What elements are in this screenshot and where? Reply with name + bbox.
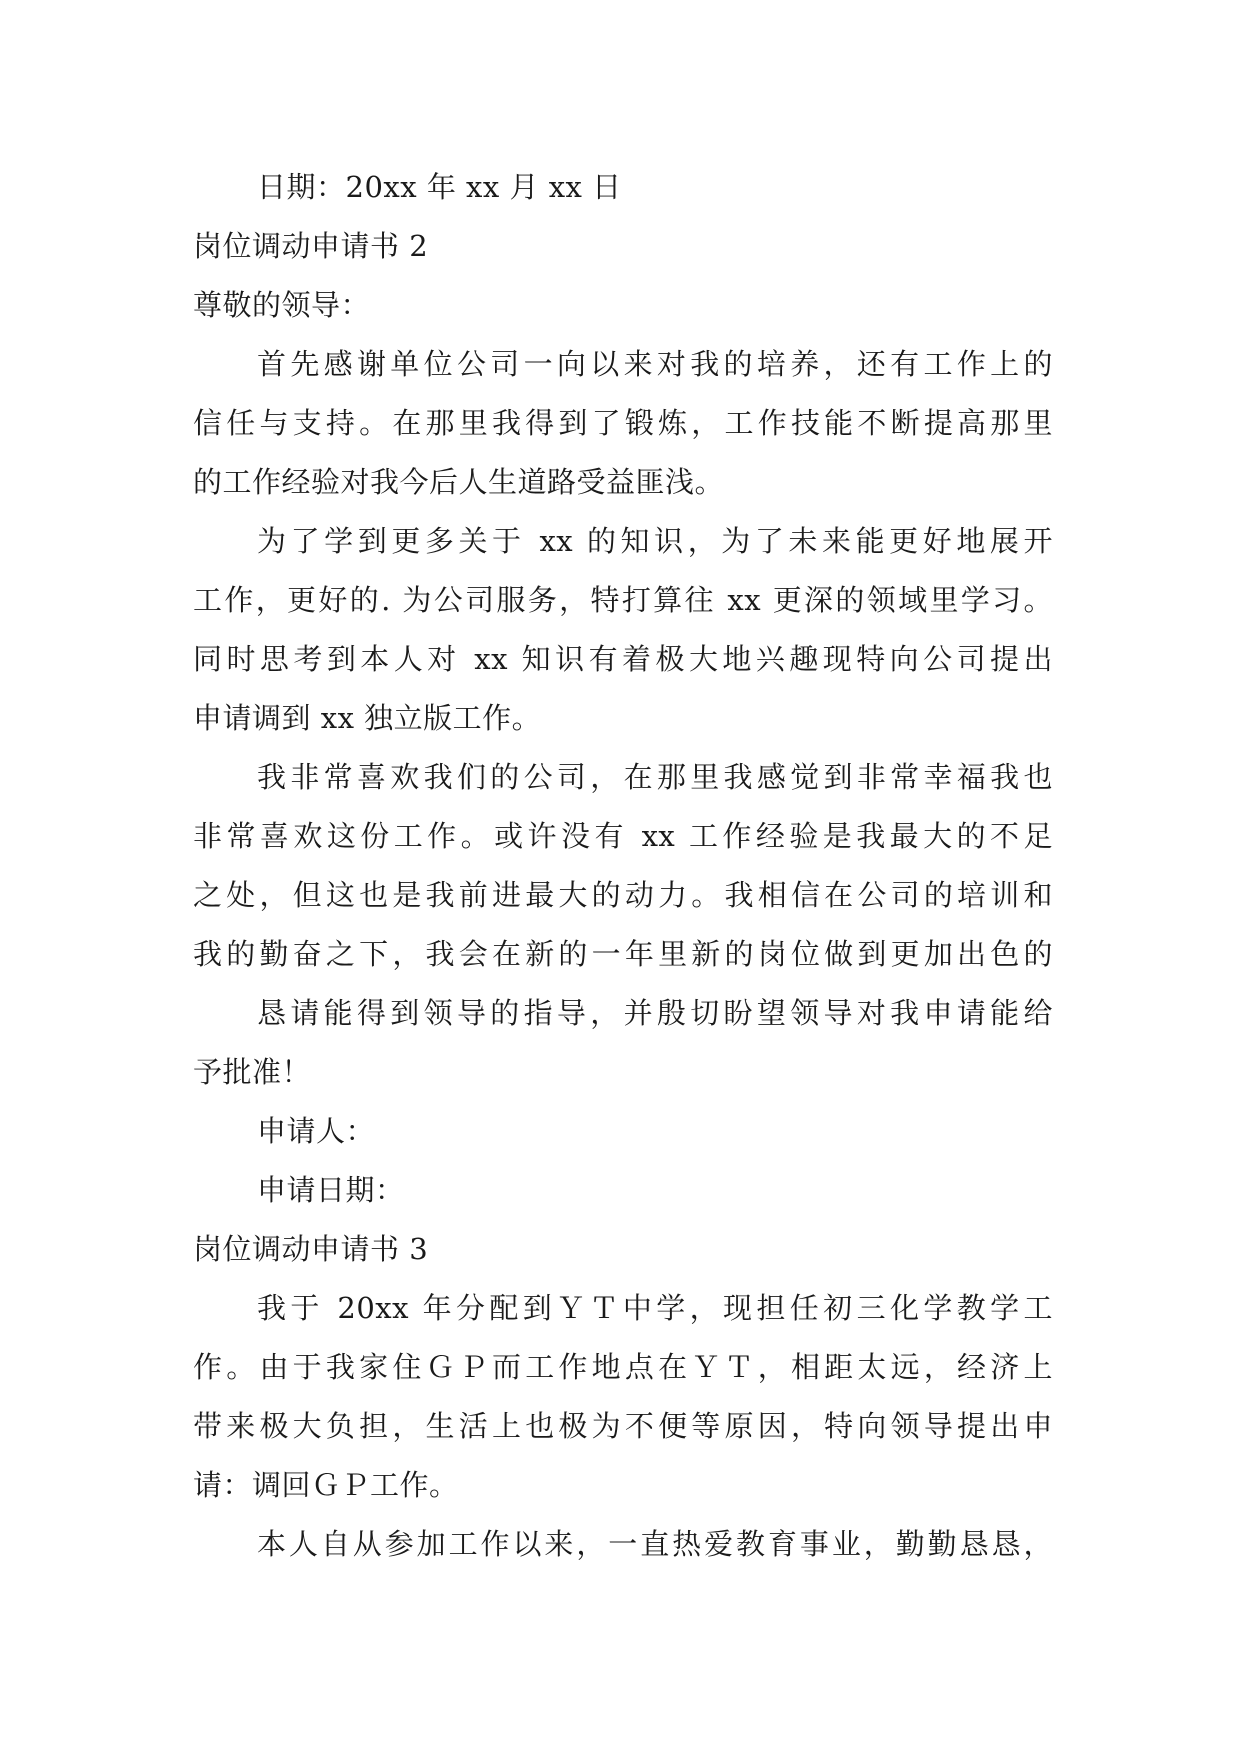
section-title: 岗位调动申请书 2 <box>193 229 429 263</box>
section-title: 岗位调动申请书 3 <box>193 1232 429 1266</box>
paragraph-line: 作。由于我家住ＧＰ而工作地点在ＹＴ，相距太远，经济上 <box>193 1350 1053 1384</box>
date-line: 日期：20xx 年 xx 月 xx 日 <box>257 170 622 204</box>
paragraph-line: 我于 20xx 年分配到ＹＴ中学，现担任初三化学教学工 <box>257 1291 1053 1325</box>
paragraph-line: 请：调回ＧＰ工作。 <box>193 1468 459 1502</box>
application-date-line: 申请日期： <box>257 1173 405 1207</box>
document-page <box>193 158 1053 1574</box>
paragraph-line: 工作，更好的. 为公司服务，特打算往 xx 更深的领域里学习。 <box>193 583 1053 617</box>
salutation: 尊敬的领导： <box>193 288 371 322</box>
paragraph-line: 申请调到 xx 独立版工作。 <box>193 701 542 735</box>
paragraph-line: 予批准！ <box>193 1055 312 1089</box>
paragraph-line: 我非常喜欢我们的公司，在那里我感觉到非常幸福我也 <box>257 760 1053 794</box>
paragraph-line: 本人自从参加工作以来，一直热爱教育事业，勤勤恳恳， <box>257 1527 1053 1561</box>
paragraph-line: 我的勤奋之下，我会在新的一年里新的岗位做到更加出色的 <box>193 937 1053 971</box>
paragraph-line: 之处，但这也是我前进最大的动力。我相信在公司的培训和 <box>193 878 1053 912</box>
paragraph-line: 的工作经验对我今后人生道路受益匪浅。 <box>193 465 725 499</box>
paragraph-line: 为了学到更多关于 xx 的知识，为了未来能更好地展开 <box>257 524 1053 558</box>
paragraph-line: 带来极大负担，生活上也极为不便等原因，特向领导提出申 <box>193 1409 1053 1443</box>
applicant-line: 申请人： <box>257 1114 376 1148</box>
paragraph-line: 同时思考到本人对 xx 知识有着极大地兴趣现特向公司提出 <box>193 642 1053 676</box>
paragraph-line: 恳请能得到领导的指导，并殷切盼望领导对我申请能给 <box>257 996 1053 1030</box>
paragraph-line: 信任与支持。在那里我得到了锻炼，工作技能不断提高那里 <box>193 406 1053 440</box>
paragraph-line: 首先感谢单位公司一向以来对我的培养，还有工作上的 <box>257 347 1053 381</box>
paragraph-line: 非常喜欢这份工作。或许没有 xx 工作经验是我最大的不足 <box>193 819 1053 853</box>
